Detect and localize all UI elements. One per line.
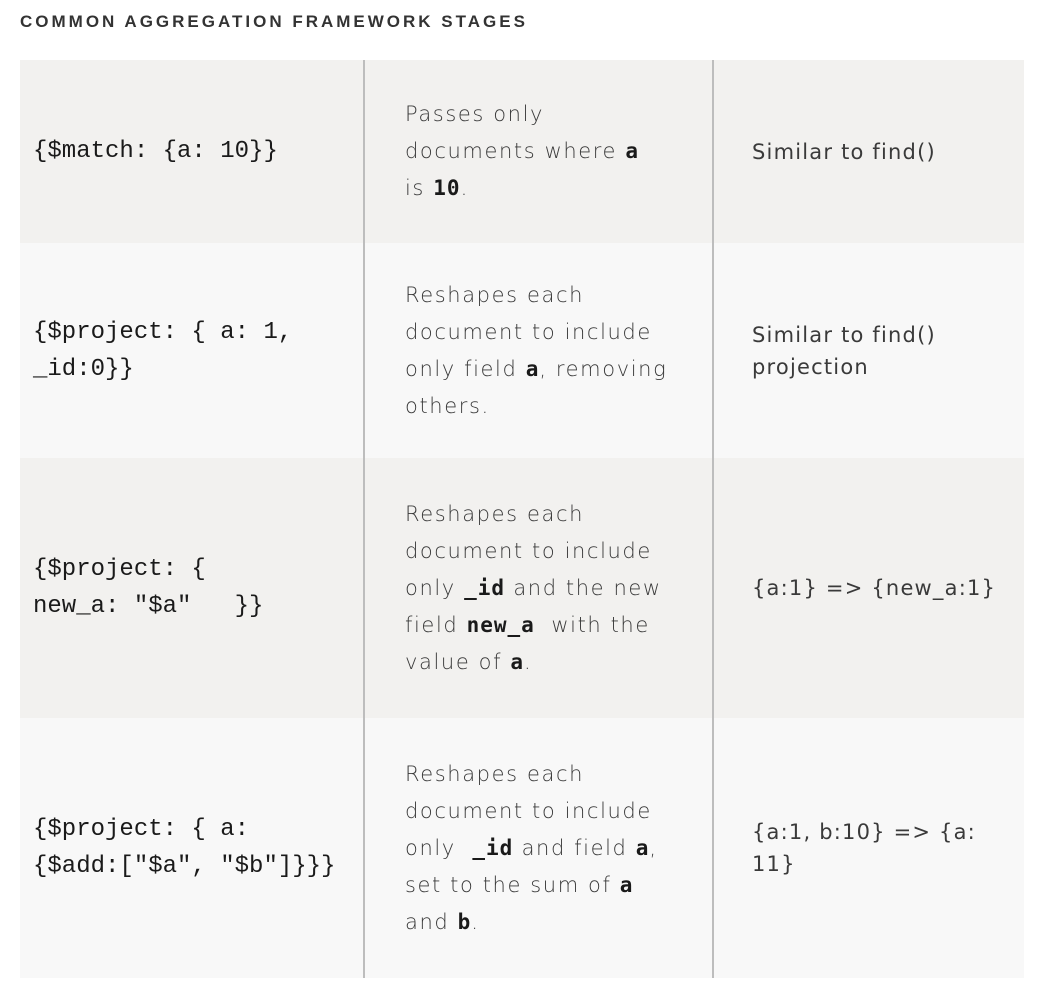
description-line <box>405 351 667 388</box>
stage-code-line: {$project: { <box>33 556 206 583</box>
stage-code-line: {$add:["$a", "$b"]}}} <box>33 853 336 880</box>
description-text: document to include <box>405 798 652 823</box>
description-line <box>405 496 662 533</box>
description-cell <box>363 243 712 458</box>
code-term: b <box>457 909 472 934</box>
description-text: document to include <box>405 538 652 563</box>
description-text: field <box>405 612 467 637</box>
aggregation-stages-table <box>20 60 1024 978</box>
description-text: set to the sum of <box>405 872 620 897</box>
stage-description <box>405 277 667 425</box>
table-row <box>20 60 1024 243</box>
stage-cell <box>20 718 363 978</box>
stage-comparison <box>752 319 936 383</box>
description-text: and <box>405 909 458 934</box>
description-text: is <box>405 176 434 200</box>
stage-code-line: {$match: {a: 10}} <box>33 138 278 165</box>
page-title: COMMON AGGREGATION FRAMEWORK STAGES <box>20 12 528 31</box>
description-text: and field <box>513 835 636 860</box>
description-text: Reshapes each <box>405 761 584 786</box>
description-cell <box>363 458 712 718</box>
description-text: , <box>649 835 658 860</box>
code-term: a <box>510 649 525 674</box>
stage-code-line: {$project: { a: <box>33 816 250 843</box>
stage-description <box>405 496 662 681</box>
comparison-cell <box>712 718 1024 978</box>
description-text: document to include <box>405 319 652 344</box>
description-line <box>405 133 639 170</box>
description-line <box>405 904 658 941</box>
stage-code <box>33 551 263 625</box>
description-text: , removing <box>539 356 668 381</box>
code-term: new_a <box>466 612 535 637</box>
description-line <box>405 644 662 681</box>
code-term: a <box>625 139 639 163</box>
code-term: a <box>635 835 650 860</box>
comparison-line: {a:1, b:10} => {a: <box>752 820 976 844</box>
comparison-cell <box>712 458 1024 718</box>
description-line <box>405 388 667 425</box>
description-text: Passes only <box>405 102 545 126</box>
description-line <box>405 314 667 351</box>
stage-cell <box>20 458 363 718</box>
description-line <box>405 96 639 133</box>
stage-cell <box>20 243 363 458</box>
stage-comparison <box>752 136 936 168</box>
comparison-cell <box>712 243 1024 458</box>
description-text: only <box>405 575 465 600</box>
stage-code <box>33 133 278 170</box>
description-text: with the <box>534 612 650 637</box>
code-term: a <box>619 872 634 897</box>
stage-code-line: _id:0}} <box>33 355 134 383</box>
code-term: 10 <box>433 176 461 200</box>
description-cell <box>363 60 712 243</box>
description-text: only <box>405 835 473 860</box>
description-text: Reshapes each <box>405 282 584 307</box>
description-line <box>405 533 662 570</box>
stage-comparison <box>752 572 996 604</box>
stage-code <box>33 314 292 388</box>
stage-code <box>33 811 335 885</box>
description-text: others. <box>405 393 490 418</box>
description-text: only field <box>405 356 526 381</box>
stage-code-line: {$project: { a: 1, <box>33 318 293 346</box>
description-text: value of <box>405 649 511 674</box>
code-term: _id <box>472 835 514 860</box>
description-line <box>405 170 639 207</box>
description-text: . <box>471 909 480 934</box>
description-text: . <box>524 649 533 674</box>
comparison-line: Similar to find() <box>752 139 936 164</box>
comparison-line: Similar to find() <box>752 322 936 347</box>
description-line <box>405 793 658 830</box>
code-term: _id <box>464 575 506 600</box>
description-text: and the new <box>505 575 662 600</box>
code-term: a <box>525 356 540 381</box>
comparison-line: {a:1} => {new_a:1} <box>752 576 997 600</box>
description-line <box>405 607 662 644</box>
stage-code-line: new_a: "$a" }} <box>33 593 264 620</box>
stage-description <box>405 756 658 941</box>
description-text: Reshapes each <box>405 501 584 526</box>
description-cell <box>363 718 712 978</box>
description-text: . <box>460 176 469 200</box>
stage-comparison <box>752 816 976 880</box>
description-text: documents where <box>405 139 626 163</box>
stage-cell <box>20 60 363 243</box>
comparison-line: projection <box>752 354 869 379</box>
description-line <box>405 867 658 904</box>
description-line <box>405 570 662 607</box>
description-line <box>405 830 658 867</box>
stage-description <box>405 96 639 207</box>
table-row <box>20 243 1024 458</box>
description-line <box>405 756 658 793</box>
table-row <box>20 458 1024 718</box>
description-line <box>405 277 667 314</box>
comparison-cell <box>712 60 1024 243</box>
comparison-line: 11} <box>752 852 796 876</box>
table-row <box>20 718 1024 978</box>
